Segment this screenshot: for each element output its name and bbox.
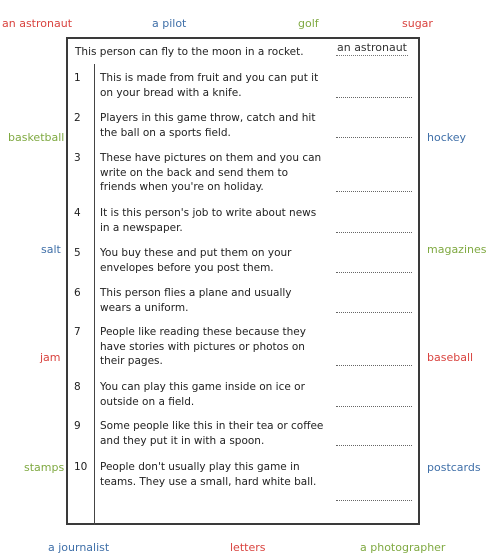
word-basketball: basketball [8, 131, 65, 144]
word-pilot: a pilot [152, 17, 187, 30]
question-text: These have pictures on them and you can write on the back and send them to friends when you're on holiday. [100, 152, 322, 193]
answer-line-5[interactable] [336, 272, 412, 273]
word-jam: jam [40, 351, 61, 364]
answer-line-1[interactable] [336, 97, 412, 98]
word-postcards: postcards [427, 461, 481, 474]
question-sheet [66, 37, 420, 525]
word-sugar: sugar [402, 17, 433, 30]
question-text: Some people like this in their tea or coffee and they put it in with a spoon. [100, 420, 324, 447]
word-journalist: a journalist [48, 541, 110, 554]
question-number: 3 [74, 152, 81, 164]
question-number: 1 [74, 72, 81, 84]
answer-line-4[interactable] [336, 232, 412, 233]
question-text: This is made from fruit and you can put it on your bread with a knife. [100, 72, 319, 99]
question-number: 4 [74, 207, 81, 219]
question-number: 8 [74, 381, 81, 393]
question-text: You buy these and put them on your envelopes before you post them. [100, 247, 292, 274]
word-letters: letters [230, 541, 266, 554]
question-text: Players in this game throw, catch and hit the ball on a sports field. [100, 112, 316, 139]
example-answer: an astronaut [336, 41, 407, 54]
word-stamps: stamps [24, 461, 65, 474]
answer-line-10[interactable] [336, 500, 412, 501]
answer-line-8[interactable] [336, 406, 412, 407]
question-number: 5 [74, 247, 81, 259]
question-text: People don't usually play this game in teams. They use a small, hard white ball. [100, 461, 317, 488]
question-number: 2 [74, 112, 81, 124]
word-astronaut: an astronaut [2, 17, 73, 30]
question-text: People like reading these because they have stories with pictures or photos on their pages. [100, 326, 306, 367]
answer-line-2[interactable] [336, 137, 412, 138]
question-number: 9 [74, 420, 81, 432]
word-magazines: magazines [427, 243, 487, 256]
word-baseball: baseball [427, 351, 474, 364]
question-number: 10 [74, 461, 88, 473]
word-photographer: a photographer [360, 541, 446, 554]
question-number: 7 [74, 326, 81, 338]
question-number: 6 [74, 287, 81, 299]
question-text: You can play this game inside on ice or outside on a field. [100, 381, 305, 408]
word-salt: salt [41, 243, 61, 256]
question-text: It is this person's job to write about news in a newspaper. [100, 207, 317, 234]
answer-line-9[interactable] [336, 445, 412, 446]
question-text: This person flies a plane and usually wears a uniform. [100, 287, 292, 314]
answer-line-6[interactable] [336, 312, 412, 313]
word-hockey: hockey [427, 131, 467, 144]
answer-line-3[interactable] [336, 191, 412, 192]
word-golf: golf [298, 17, 319, 30]
answer-line-7[interactable] [336, 365, 412, 366]
number-column-divider [94, 64, 95, 525]
example-sentence: This person can fly to the moon in a rocket. [75, 46, 304, 58]
